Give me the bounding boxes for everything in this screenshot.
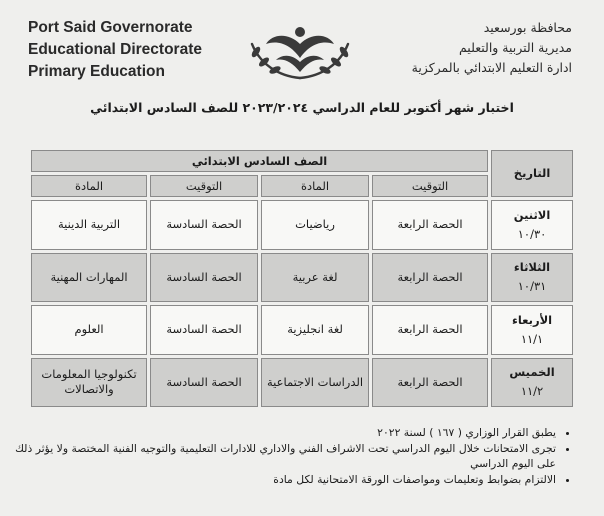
note-item: • الالتزام بضوابط وتعليمات ومواصفات الورقة الامتحانية لكل مادة <box>0 472 556 488</box>
governorate-ar: محافظة بورسعيد <box>483 20 572 35</box>
day-date: ١٠/٣٠ <box>517 226 547 241</box>
day-date: ١٠/٣١ <box>517 279 547 294</box>
subject-cell: تكنولوجيا المعلومات والاتصالات <box>31 358 147 408</box>
subject-cell: لغة عربية <box>261 253 369 303</box>
exam-schedule-table <box>28 147 576 410</box>
time-cell: الحصة السادسة <box>150 200 258 250</box>
governorate-en: Port Said Governorate <box>28 19 193 36</box>
exam-title: اختبار شهر أكتوبر للعام الدراسي ٢٠٢٣/٢٠٢٤ للصف السادس الابتدائي <box>90 100 514 115</box>
time-cell: الحصة السادسة <box>150 358 258 408</box>
day-cell <box>491 253 573 303</box>
table-row <box>31 305 573 355</box>
header-english <box>28 17 202 83</box>
directorate-ar: مديرية التربية والتعليم <box>458 40 572 55</box>
time-cell: الحصة الرابعة <box>372 305 488 355</box>
note-item: • يطبق القرار الوزاري ( ١٦٧ ) لسنة ٢٠٢٢ <box>0 425 556 441</box>
grade-header: الصف السادس الابتدائي <box>31 150 488 172</box>
time-cell: الحصة الرابعة <box>372 200 488 250</box>
department-en: Primary Education <box>28 63 165 80</box>
subject-cell: العلوم <box>31 305 147 355</box>
directorate-en: Educational Directorate <box>28 41 202 58</box>
table-row <box>31 200 573 250</box>
date-header: التاريخ <box>491 150 573 197</box>
department-ar: ادارة التعليم الابتدائي بالمركزية <box>411 60 572 75</box>
col-header-subject-2: المادة <box>31 175 147 197</box>
day-cell <box>491 358 573 408</box>
col-header-time-2: التوقيت <box>150 175 258 197</box>
table-row <box>31 253 573 303</box>
day-name: الأربعاء <box>511 312 553 327</box>
subject-cell: الدراسات الاجتماعية <box>261 358 369 408</box>
subject-cell: رياضيات <box>261 200 369 250</box>
subject-cell: المهارات المهنية <box>31 253 147 303</box>
col-header-time-1: التوقيت <box>372 175 488 197</box>
day-cell <box>491 200 573 250</box>
day-name: الاثنين <box>513 207 551 222</box>
day-cell <box>491 305 573 355</box>
col-header-subject-1: المادة <box>261 175 369 197</box>
notes-list <box>0 425 570 487</box>
day-name: الخميس <box>509 365 555 380</box>
day-date: ١١/١ <box>520 331 544 346</box>
table-row <box>31 358 573 408</box>
header-arabic <box>412 18 572 78</box>
day-date: ١١/٢ <box>520 384 544 399</box>
time-cell: الحصة السادسة <box>150 253 258 303</box>
subject-cell: التربية الدينية <box>31 200 147 250</box>
subject-cell: لغة انجليزية <box>261 305 369 355</box>
time-cell: الحصة الرابعة <box>372 358 488 408</box>
time-cell: الحصة الرابعة <box>372 253 488 303</box>
note-item: • تجرى الامتحانات خلال اليوم الدراسي تحت الاشراف الفني والاداري للادارات التعليمية والتوجيه الفنية المختصة ولا يؤثر ذلك على اليوم الدراسي <box>0 441 556 472</box>
day-name: الثلاثاء <box>513 260 551 275</box>
time-cell: الحصة السادسة <box>150 305 258 355</box>
ministry-logo <box>238 18 362 84</box>
